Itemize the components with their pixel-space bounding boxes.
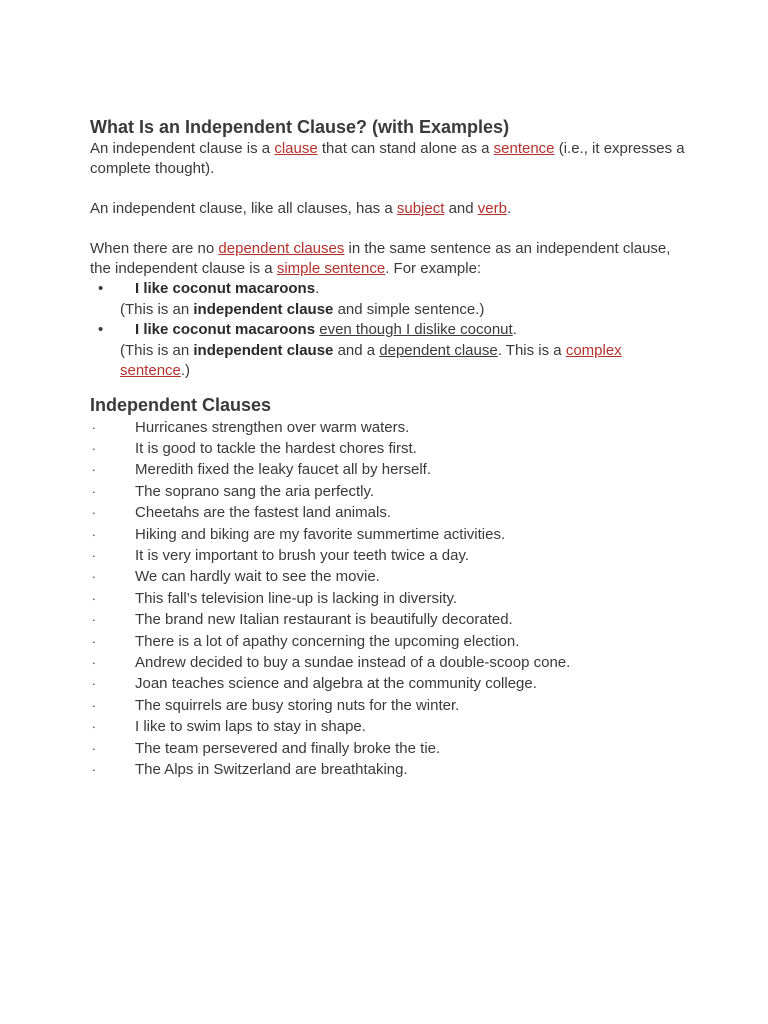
example-sentence: I like coconut macaroons [135,280,316,297]
intro-text: (i.e., it expresses a complete thought). [90,140,685,177]
link-dependent-clauses[interactable]: dependent clauses [218,240,345,257]
intro-text: and [444,200,478,217]
list-item [90,588,690,609]
note-text: (This is an [120,300,194,318]
document-page [90,116,690,780]
link-verb[interactable]: verb [477,200,507,217]
intro-text: in the same sentence as an independent clause, the independent clause is a [90,240,671,277]
clause-text: Hurricanes strengthen over warm waters. [135,418,410,436]
bullet-icon: • [98,280,104,297]
note-text: .) [180,362,191,379]
clause-text: The squirrels are busy storing nuts for the winter. [135,696,460,714]
link-simple-sentence[interactable]: simple sentence [276,260,386,277]
intro-text: . For example: [385,260,482,277]
bullet-icon: • [98,321,104,338]
bullet-icon: ∙ [92,547,96,563]
clause-text: The brand new Italian restaurant is beautifully decorated. [135,611,513,629]
example-note [120,341,690,382]
list-item [90,759,690,780]
list-item [90,609,690,630]
list-item [90,566,690,587]
bullet-icon: ∙ [92,676,96,692]
note-underlined: dependent clause [379,341,498,359]
clause-text: The team persevered and finally broke the tie. [135,739,441,757]
intro-text: When there are no [90,240,219,257]
list-item [90,502,690,523]
list-item [90,459,690,480]
list-item [90,524,690,545]
intro-paragraph-1 [90,139,690,179]
clause-text: It is very important to brush your teeth twice a day. [135,546,470,564]
example-sentence: I like coconut macaroons [135,321,316,338]
list-item [90,738,690,759]
clause-text: I like to swim laps to stay in shape. [135,718,366,736]
intro-text: An independent clause is a [90,140,275,157]
bullet-icon: ∙ [92,440,96,456]
intro-text: An independent clause, like all clauses, has a [90,200,397,217]
clause-text: The Alps in Switzerland are breathtaking. [135,761,408,778]
clause-text: The soprano sang the aria perfectly. [135,482,375,500]
example-note [120,300,690,321]
example-punct: . [315,280,320,297]
list-item [90,673,690,694]
list-item [90,545,690,566]
clause-text: This fall’s television line-up is lacking in diversity. [135,589,458,607]
intro-text: that can stand alone as a [317,140,494,157]
note-text: (This is an [120,341,194,359]
bullet-icon: ∙ [92,526,96,542]
note-text: and simple sentence.) [333,300,485,318]
section-title: Independent Clauses [90,394,272,415]
list-item [90,279,690,320]
note-bold: independent clause [193,300,334,318]
clause-text: There is a lot of apathy concerning the upcoming election. [135,632,520,650]
clause-list [90,417,690,781]
clause-text: Meredith fixed the leaky faucet all by herself. [135,461,431,479]
bullet-icon: ∙ [92,569,96,585]
example-list [90,279,690,382]
list-item [90,417,690,438]
bullet-icon: ∙ [92,483,96,499]
clause-text: Andrew decided to buy a sundae instead of a double-scoop cone. [135,653,571,671]
bullet-icon: ∙ [92,654,96,670]
clause-text: It is good to tackle the hardest chores first. [135,439,417,457]
note-text: and a [333,341,380,359]
list-item [90,652,690,673]
bullet-icon: ∙ [92,505,96,521]
clause-text: Joan teaches science and algebra at the community college. [135,675,537,693]
intro-paragraph-2 [90,199,690,219]
intro-paragraph-3 [90,239,690,279]
list-item [90,695,690,716]
bullet-icon: ∙ [92,612,96,628]
bullet-icon: ∙ [92,719,96,735]
bullet-icon: ∙ [92,762,96,777]
link-sentence[interactable]: sentence [493,140,555,157]
link-clause[interactable]: clause [274,140,318,157]
link-complex-sentence[interactable]: complex sentence [120,341,622,379]
intro-text: . [506,200,512,217]
bullet-icon: ∙ [92,590,96,606]
bullet-icon: ∙ [92,419,96,435]
clause-text: Cheetahs are the fastest land animals. [135,504,391,522]
note-bold: independent clause [193,341,334,359]
list-item [90,320,690,382]
example-dependent: even though I dislike coconut [319,321,513,338]
list-item [90,481,690,502]
list-item [90,716,690,737]
bullet-icon: ∙ [92,697,96,713]
bullet-icon: ∙ [92,462,96,478]
page-title: What Is an Independent Clause? (with Examples) [90,117,510,137]
example-punct: . [512,321,517,338]
bullet-icon: ∙ [92,740,96,756]
list-item [90,631,690,652]
link-subject[interactable]: subject [396,200,445,217]
clause-text: We can hardly wait to see the movie. [135,568,380,586]
bullet-icon: ∙ [92,633,96,649]
note-text: . This is a [497,341,566,359]
list-item [90,438,690,459]
clause-text: Hiking and biking are my favorite summertime activities. [135,525,506,543]
